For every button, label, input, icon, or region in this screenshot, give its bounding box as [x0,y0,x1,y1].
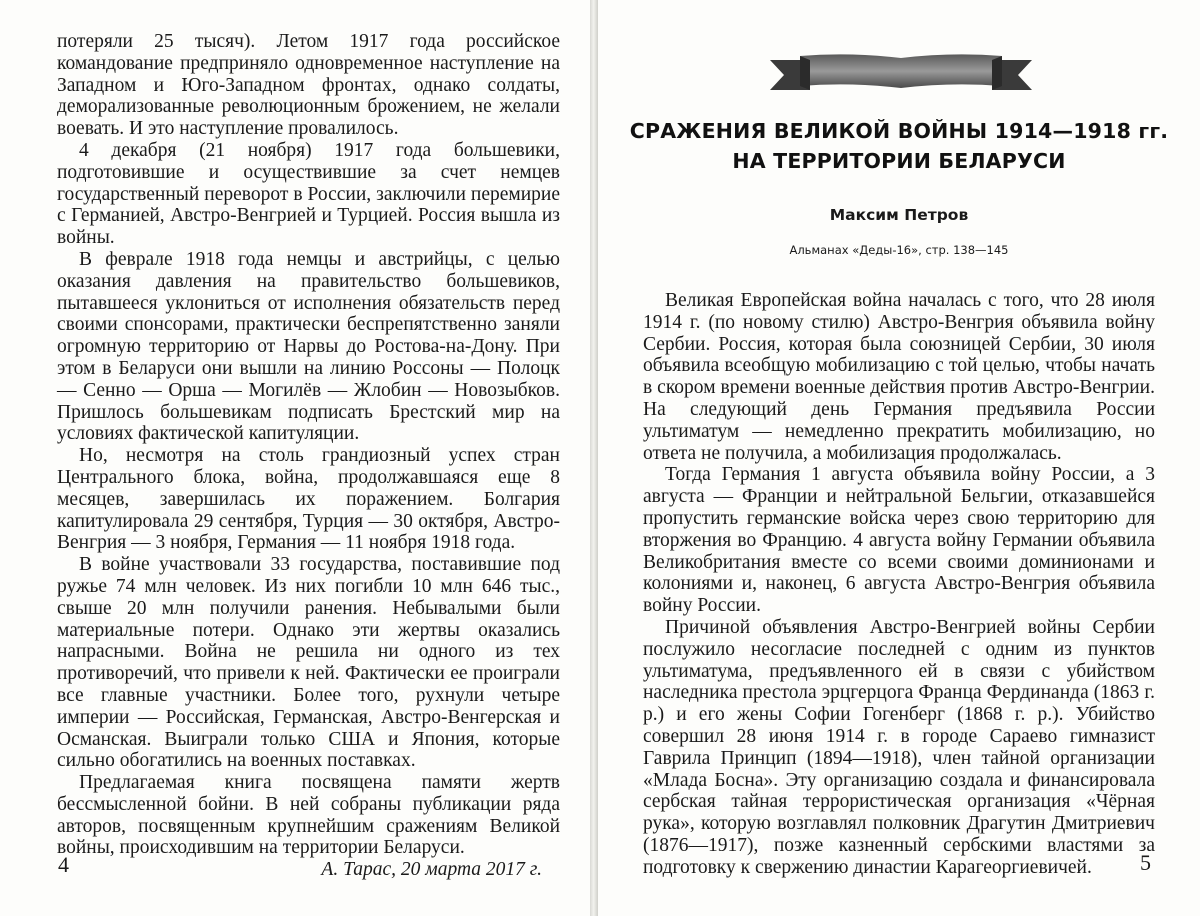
book-gutter [590,0,598,916]
body-paragraph: В войне участвовали 33 государства, поставившие под ружье 74 млн человек. Из них погибли 10 млн 646 тыс., свыше 20 млн получили ранения. Небывалыми были материальные потери. Однако эти жертвы оказались напрасными. Война не решила ни одного из тех противоречий, что привели к ней. Фактически ее проиграли все главные участники. Более того, рухнули четыре империи — Российская, Германская, Австро-Венгерская и Османская. Выиграли только США и Япония, которые сильно обогатились на военных поставках. [57,554,560,772]
body-paragraph: Предлагаемая книга посвящена памяти жертв бессмысленной бойни. В ней собраны публикации ряда авторов, посвященным крупнейшим сражениям Великой войны, происходившим на территории Беларуси. [57,772,560,859]
chapter-title-line: СРАЖЕНИЯ ВЕЛИКОЙ ВОЙНЫ 1914—1918 гг. [629,119,1169,143]
ribbon-ornament-icon [770,52,1032,98]
chapter-title [598,116,1200,176]
signature: А. Тарас, 20 марта 2017 г. [321,859,542,881]
left-page-body [57,31,560,881]
author-name: Максим Петров [829,206,969,224]
page-number: 5 [1140,850,1151,875]
body-paragraph: 4 декабря (21 ноября) 1917 года большевики, подготовившие и осуществившие за счет немцев государственный переворот в России, заключили перемирие с Германией, Австро-Венгрией и Турцией. Россия вышла из войны. [57,139,560,249]
source-citation: Альманах «Деды-16», стр. 138—145 [789,243,1009,257]
right-page-body [643,290,1155,879]
body-paragraph: Тогда Германия 1 августа объявила войну России, а 3 августа — Франции и нейтральной Бельгии, отказавшейся пропустить германские войска через свою территорию для вторжения во Францию. 4 августа войну Германии объявила Великобритания вместе со всеми своими доминионами и колониями и, наконец, 6 августа Австро-Венгрия объявила войну России. [643,464,1155,617]
body-paragraph: Причиной объявления Австро-Венгрией войны Сербии послужило несогласие последней с одним из пунктов ультиматума, предъявленного ей в связи с убийством наследника престола эрцгерцога Франца Фердинанда (1863 г. р.) и его жены Софии Гогенберг (1868 г. р.). Убийство совершил 28 июня 1914 г. в городе Сараево гимназист Гаврила Принцип (1894—1918), член тайной организации «Млада Босна». Эту организацию создала и финансировала сербская тайная террористическая организация «Чёрная рука», которую возглавлял полковник Драгутин Дмитриевич (1876—1917), позже казненный сербскими властями за подготовку к свержению династии Карагеоргиевичей. [643,616,1155,878]
body-paragraph: В феврале 1918 года немцы и австрийцы, с целью оказания давления на правительство большевиков, пытавшееся уклониться от исполнения обязательств перед своими спонсорами, практически беспрепятственно заняли огромную территорию от Нарвы до Ростова-на-Дону. При этом в Беларуси они вышли на линию Россоны — Полоцк — Сенно — Орша — Могилёв — Жлобин — Новозыбков. Пришлось большевикам подписать Брестский мир на условиях фактической капитуляции. [57,248,560,445]
chapter-title-line: НА ТЕРРИТОРИИ БЕЛАРУСИ [732,149,1066,173]
left-page [0,0,590,916]
page-number: 4 [58,852,69,877]
body-paragraph: Великая Европейская война началась с того, что 28 июля 1914 г. (по новому стилю) Австро-Венгрия объявила войну Сербии. Россия, которая была союзницей Сербии, 30 июля объявила всеобщую мобилизацию с той целью, чтобы начать в скором времени военные действия против Австро-Венгрии. На следующий день Германия предъявила России ультиматум — немедленно прекратить мобилизацию, но ответа не получила, а мобилизация продолжалась. [643,290,1155,464]
body-paragraph: потеряли 25 тысяч). Летом 1917 года российское командование предприняло одновременное наступление на Западном и Юго-Западном фронтах, однако солдаты, деморализованные революционным брожением, не желали воевать. И это наступление провалилось. [57,31,560,140]
body-paragraph: Но, несмотря на столь грандиозный успех стран Центрального блока, война, продолжавшаяся еще 8 месяцев, завершилась их поражением. Болгария капитулировала 29 сентября, Турция — 30 октября, Австро-Венгрия — 3 ноября, Германия — 11 ноября 1918 года. [57,445,560,554]
